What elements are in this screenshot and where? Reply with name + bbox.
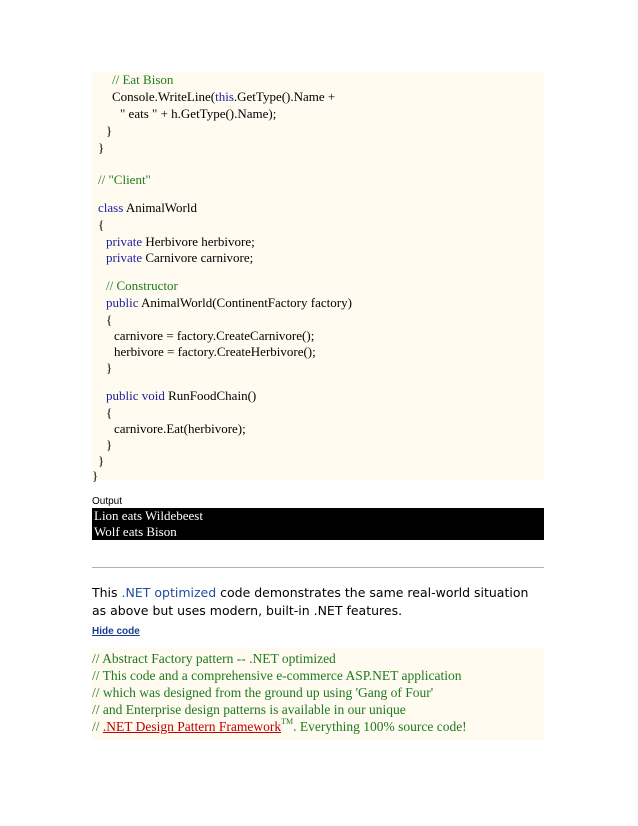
output-line: Wolf eats Bison	[94, 524, 177, 539]
code-keyword: this	[215, 89, 234, 104]
code-line: }	[106, 437, 113, 452]
code-text: Carnivore carnivore;	[142, 250, 254, 265]
description-text: code demonstrates the same real-world situation as above but uses modern, built-in .NET features.	[92, 585, 529, 618]
output-line: Lion eats Wildebeest	[94, 508, 203, 523]
hide-code-link[interactable]: Hide code	[92, 626, 140, 637]
code-line	[106, 234, 255, 250]
code-line	[106, 388, 256, 404]
code-line: {	[106, 312, 113, 327]
code-line: {	[106, 405, 113, 420]
code-text: RunFoodChain()	[164, 388, 257, 403]
code-keyword: public void	[106, 388, 165, 403]
code-listing-optimized	[92, 648, 544, 740]
code-line	[106, 295, 352, 311]
code-line	[112, 89, 335, 105]
code-line: // "Client"	[98, 172, 151, 187]
code-line: // and Enterprise design patterns is available in our unique	[92, 702, 406, 717]
output-label: Output	[92, 496, 123, 507]
code-line: carnivore = factory.CreateCarnivore();	[114, 328, 315, 343]
code-line: // Abstract Factory pattern -- .NET optimized	[92, 651, 336, 666]
code-keyword: class	[98, 200, 124, 215]
divider	[92, 567, 544, 568]
code-line: {	[98, 217, 105, 232]
code-line: // Eat Bison	[112, 72, 174, 87]
code-line: }	[106, 360, 113, 375]
code-line: // Constructor	[106, 278, 178, 293]
code-line: // which was designed from the ground up using 'Gang of Four'	[92, 685, 434, 700]
code-line: }	[106, 123, 113, 138]
code-line: }	[98, 140, 105, 155]
code-text: AnimalWorld(ContinentFactory factory)	[138, 295, 352, 310]
code-line: }	[92, 468, 99, 483]
code-keyword: private	[106, 234, 143, 249]
code-text: //	[92, 719, 103, 734]
code-text: Console.WriteLine(	[112, 89, 216, 104]
code-line: " eats " + h.GetType().Name);	[120, 106, 277, 121]
code-listing	[92, 72, 544, 483]
trademark-mark: TM	[281, 717, 294, 726]
code-line	[92, 718, 467, 735]
code-keyword: public	[106, 295, 139, 310]
code-line: carnivore.Eat(herbivore);	[114, 421, 246, 436]
net-optimized-highlight: .NET optimized	[121, 585, 217, 600]
design-pattern-framework-link[interactable]: .NET Design Pattern Framework	[102, 719, 282, 734]
code-line	[106, 250, 253, 266]
code-line: // This code and a comprehensive e-commerce ASP.NET application	[92, 668, 462, 683]
code-line: herbivore = factory.CreateHerbivore();	[114, 344, 316, 359]
code-text: .GetType().Name +	[233, 89, 336, 104]
console-output	[92, 508, 544, 540]
code-text: . Everything 100% source code!	[293, 719, 467, 734]
code-text: Herbivore herbivore;	[142, 234, 255, 249]
description-text: This	[92, 585, 122, 600]
code-line	[98, 200, 197, 216]
code-keyword: private	[106, 250, 143, 265]
description-paragraph	[92, 584, 544, 620]
code-line: }	[98, 453, 105, 468]
code-text: AnimalWorld	[123, 200, 197, 215]
